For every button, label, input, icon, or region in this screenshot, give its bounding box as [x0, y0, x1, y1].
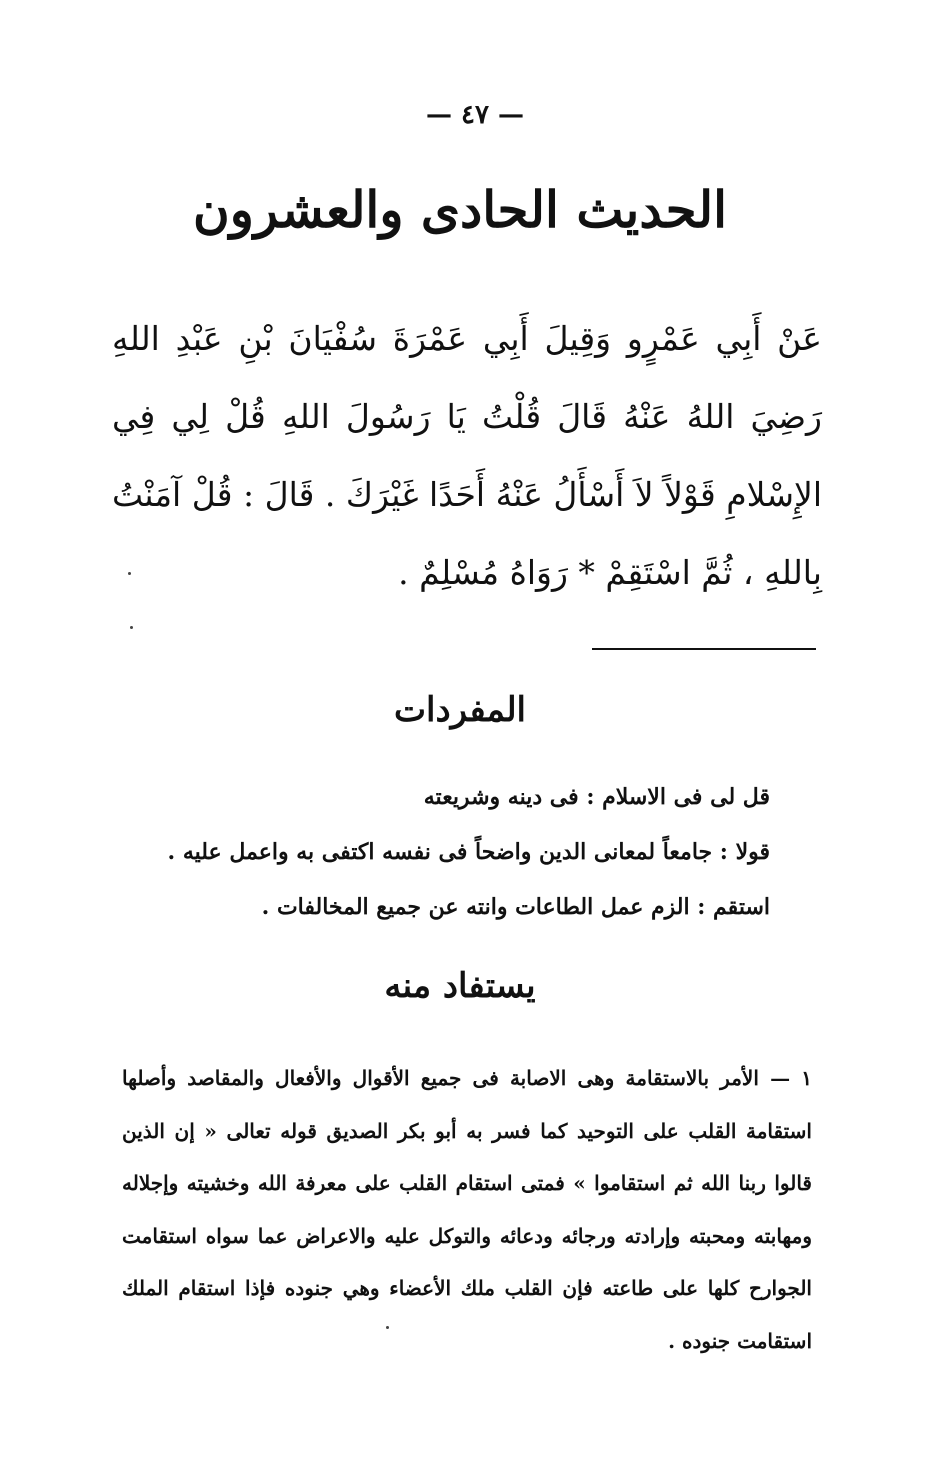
hadith-text — [112, 300, 822, 612]
scan-speck — [128, 572, 131, 575]
benefits-text — [122, 1052, 812, 1367]
vocabulary-item: قل لى فى الاسلام : فى دينه وشريعته — [423, 784, 770, 810]
vocabulary-item: قولا : جامعاً لمعانى الدين واضحاً فى نفسه اكتفى به واعمل عليه . — [167, 839, 770, 865]
scan-speck — [130, 626, 133, 629]
vocabulary-item: استقم : الزم عمل الطاعات وانته عن جميع المخالفات . — [261, 894, 770, 920]
hadith-paragraph: عَنْ أَبِي عَمْرٍو وَقِيلَ أَبِي عَمْرَةَ سُفْيَانَ بْنِ عَبْدِ اللهِ رَضِيَ اللهُ عَنْهُ قَالَ قُلْتُ يَا رَسُولَ اللهِ قُلْ لِي فِي الإِسْلامِ قَوْلاً لاَ أَسْأَلُ عَنْهُ أَحَدًا غَيْرَكَ . قَالَ : قُلْ آمَنْتُ بِاللهِ ، ثُمَّ اسْتَقِمْ * رَوَاهُ مُسْلِمٌ . — [112, 319, 822, 592]
benefits-paragraph: ١ — الأمر بالاستقامة وهى الاصابة فى جميع الأقوال والأفعال والمقاصد وأصلها استقامة القلب على التوحيد كما فسر به أبو بكر الصديق قوله تعالى « إن الذين قالوا ربنا الله ثم استقاموا » فمتى استقام القلب على معرفة الله وخشيته وإجلاله ومهابته ومحبته وإرادته ورجائه ودعائه والتوكل عليه والاعراض عما سواه استقامت الجوارح كلها على طاعته فإن القلب ملك الأعضاء وهي جنوده فإذا استقام الملك استقامت جنوده . — [122, 1066, 812, 1353]
scan-speck — [386, 1326, 389, 1329]
section-divider — [592, 648, 816, 650]
page-number: — ٤٧ — — [425, 100, 525, 130]
vocabulary-heading: المفردات — [393, 690, 526, 730]
vocabulary-list — [167, 770, 770, 935]
benefits-heading: يستفاد منه — [384, 966, 536, 1006]
hadith-title: الحديث الحادى والعشرون — [193, 180, 727, 239]
